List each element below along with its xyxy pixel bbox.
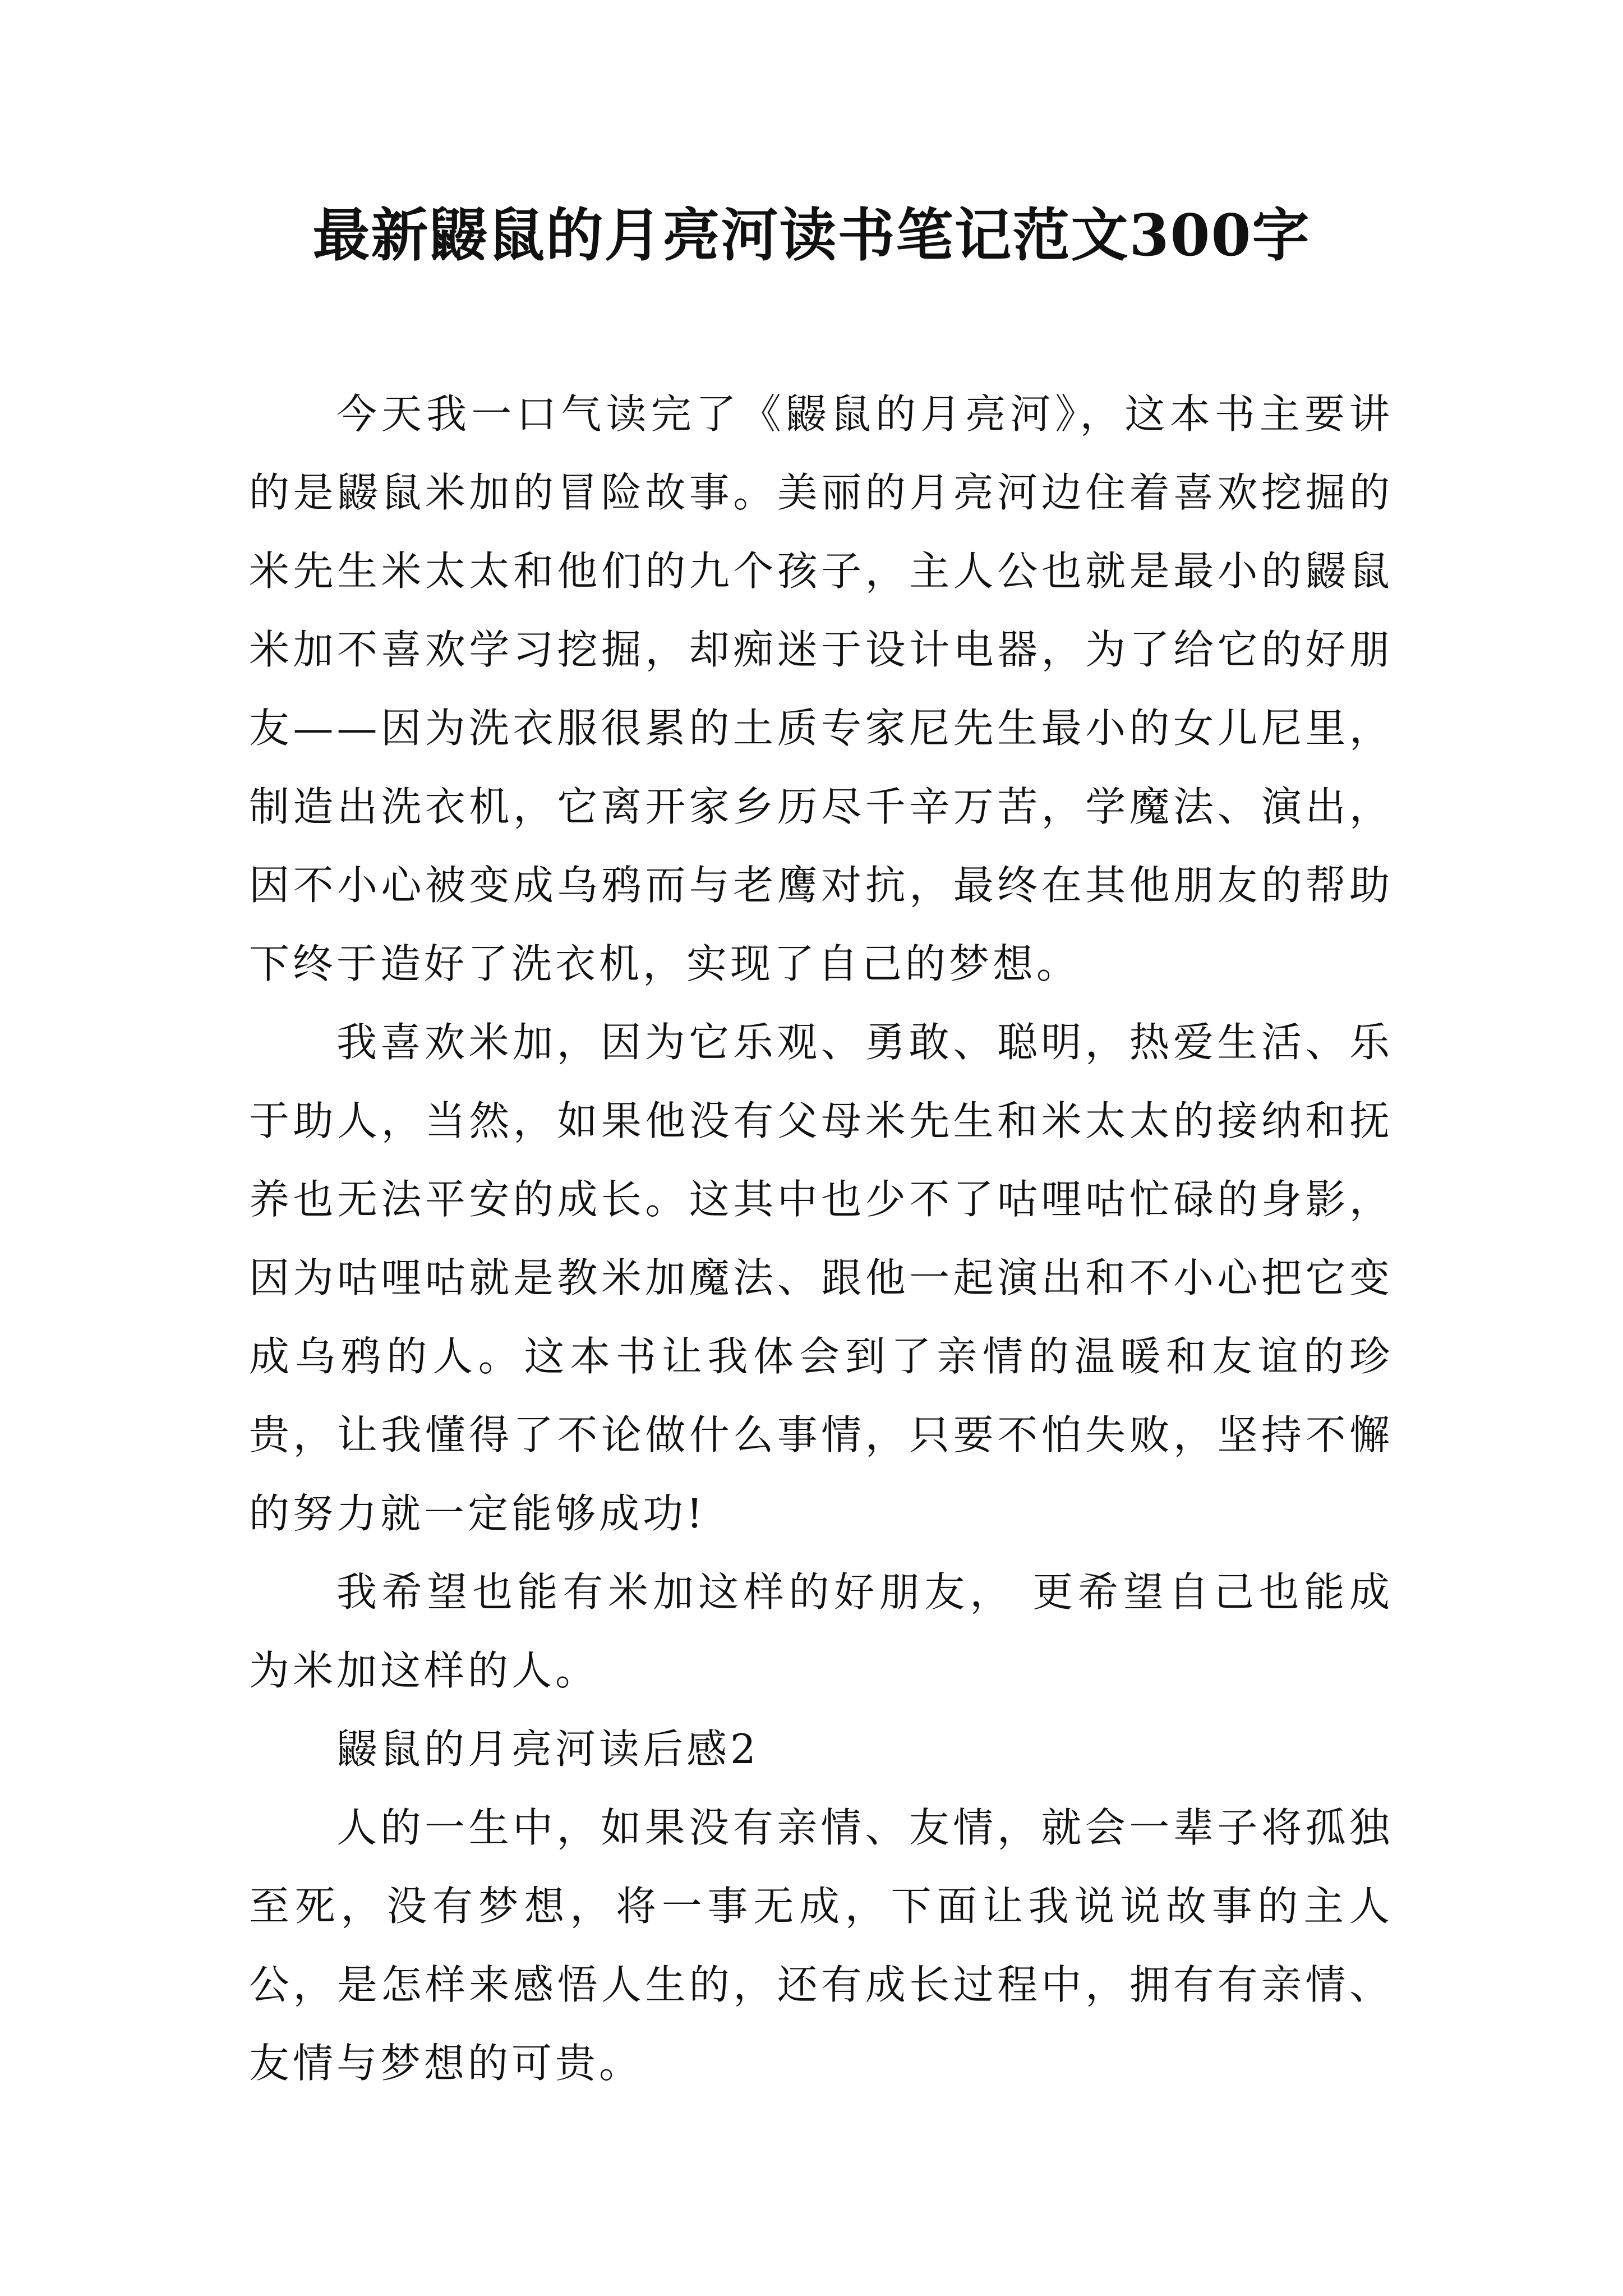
document-title: 最新鼹鼠的月亮河读书笔记范文300字: [312, 202, 1311, 269]
section-subheading: 鼹鼠的月亮河读后感2: [336, 1726, 759, 1773]
paragraph-intro-2: 人的一生中，如果没有亲情、友情，就会一辈子将孤独至死，没有梦想，将一事无成，下面让我说说故事的主人公，是怎样来感悟人生的，还有成长过程中，拥有有亲情、友情与梦想的可贵。: [249, 1804, 1393, 2087]
paragraph-summary: 今天我一口气读完了《鼹鼠的月亮河》，这本书主要讲的是鼹鼠米加的冒险故事。美丽的月亮河边住着喜欢挖掘的米先生米太太和他们的九个孩子，主人公也就是最小的鼹鼠米加不喜欢学习挖掘，却痴迷于设计电器，为了给它的好朋友——因为洗衣服很累的土质专家尼先生最小的女儿尼里，制造出洗衣机，它离开家乡历尽千辛万苦，学魔法、演出，因不小心被变成乌鸦而与老鹰对抗，最终在其他朋友的帮助下终于造好了洗衣机，实现了自己的梦想。: [249, 390, 1393, 987]
paragraph-wish: 我希望也能有米加这样的好朋友， 更希望自己也能成为米加这样的人。: [249, 1568, 1393, 1694]
paragraph-why-i-like-mijia: 我喜欢米加，因为它乐观、勇敢、聪明，热爱生活、乐于助人，当然，如果他没有父母米先生和米太太的接纳和抚养也无法平安的成长。这其中也少不了咕哩咕忙碌的身影，因为咕哩咕就是教米加魔法、跟他一起演出和不小心把它变成乌鸦的人。这本书让我体会到了亲情的温暖和友谊的珍贵，让我懂得了不论做什么事情，只要不怕失败，坚持不懈的努力就一定能够成功!: [249, 1019, 1393, 1537]
document-body: [249, 375, 1393, 2102]
